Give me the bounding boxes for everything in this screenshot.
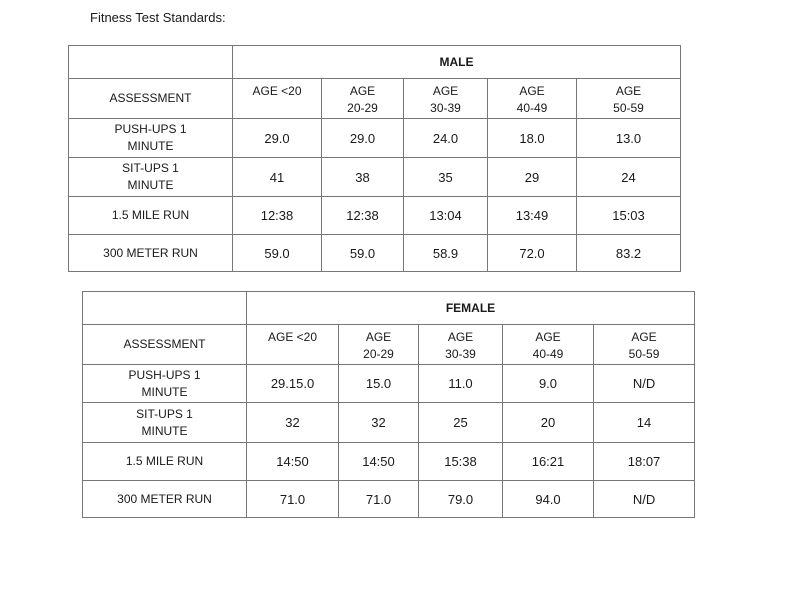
value-cell: 14:50 [339, 443, 419, 481]
value-cell: 13:49 [488, 197, 577, 235]
age-header: AGE 40-49 [488, 79, 577, 119]
age-header: AGE 40-49 [503, 325, 594, 365]
value-cell: 12:38 [322, 197, 404, 235]
corner-cell [69, 46, 233, 79]
group-header: FEMALE [247, 292, 695, 325]
value-cell: 11.0 [419, 365, 503, 403]
table-row [69, 235, 681, 272]
value-cell: 41 [233, 158, 322, 197]
assessment-label: SIT-UPS 1 MINUTE [69, 158, 233, 197]
value-cell: 29.15.0 [247, 365, 339, 403]
assessment-header: ASSESSMENT [83, 325, 247, 365]
assessment-label: 1.5 MILE RUN [69, 197, 233, 235]
value-cell: 59.0 [233, 235, 322, 272]
value-cell: 16:21 [503, 443, 594, 481]
age-header: AGE 30-39 [404, 79, 488, 119]
assessment-header: ASSESSMENT [69, 79, 233, 119]
female-standards-table [82, 291, 695, 518]
assessment-label: 1.5 MILE RUN [83, 443, 247, 481]
table-row [69, 197, 681, 235]
male-standards-table [68, 45, 681, 272]
value-cell: 24 [577, 158, 681, 197]
age-header: AGE 50-59 [594, 325, 695, 365]
value-cell: 18.0 [488, 119, 577, 158]
value-cell: 59.0 [322, 235, 404, 272]
value-cell: 71.0 [339, 481, 419, 518]
value-cell: 32 [247, 403, 339, 443]
value-cell: 83.2 [577, 235, 681, 272]
value-cell: 15:38 [419, 443, 503, 481]
document-title: Fitness Test Standards: [90, 10, 226, 25]
value-cell: 20 [503, 403, 594, 443]
age-header: AGE <20 [247, 325, 339, 365]
value-cell: 29.0 [322, 119, 404, 158]
value-cell: 25 [419, 403, 503, 443]
value-cell: 24.0 [404, 119, 488, 158]
table-row [83, 365, 695, 403]
table-row [69, 119, 681, 158]
value-cell: 13.0 [577, 119, 681, 158]
value-cell: 29.0 [233, 119, 322, 158]
table-row [83, 481, 695, 518]
value-cell: 18:07 [594, 443, 695, 481]
assessment-label: 300 METER RUN [83, 481, 247, 518]
table-row [83, 403, 695, 443]
value-cell: 15:03 [577, 197, 681, 235]
age-header: AGE <20 [233, 79, 322, 119]
age-header: AGE 20-29 [339, 325, 419, 365]
value-cell: 35 [404, 158, 488, 197]
value-cell: 72.0 [488, 235, 577, 272]
age-header: AGE 30-39 [419, 325, 503, 365]
group-header: MALE [233, 46, 681, 79]
value-cell: 15.0 [339, 365, 419, 403]
assessment-label: PUSH-UPS 1 MINUTE [83, 365, 247, 403]
table-row [83, 443, 695, 481]
table-row [69, 158, 681, 197]
corner-cell [83, 292, 247, 325]
value-cell: 71.0 [247, 481, 339, 518]
value-cell: 58.9 [404, 235, 488, 272]
value-cell: 94.0 [503, 481, 594, 518]
header-row [69, 79, 681, 119]
value-cell: N/D [594, 365, 695, 403]
value-cell: 38 [322, 158, 404, 197]
age-header: AGE 50-59 [577, 79, 681, 119]
assessment-label: PUSH-UPS 1 MINUTE [69, 119, 233, 158]
header-row [83, 325, 695, 365]
value-cell: 12:38 [233, 197, 322, 235]
value-cell: N/D [594, 481, 695, 518]
value-cell: 13:04 [404, 197, 488, 235]
value-cell: 29 [488, 158, 577, 197]
age-header: AGE 20-29 [322, 79, 404, 119]
value-cell: 79.0 [419, 481, 503, 518]
value-cell: 32 [339, 403, 419, 443]
assessment-label: 300 METER RUN [69, 235, 233, 272]
value-cell: 14 [594, 403, 695, 443]
value-cell: 14:50 [247, 443, 339, 481]
value-cell: 9.0 [503, 365, 594, 403]
assessment-label: SIT-UPS 1 MINUTE [83, 403, 247, 443]
